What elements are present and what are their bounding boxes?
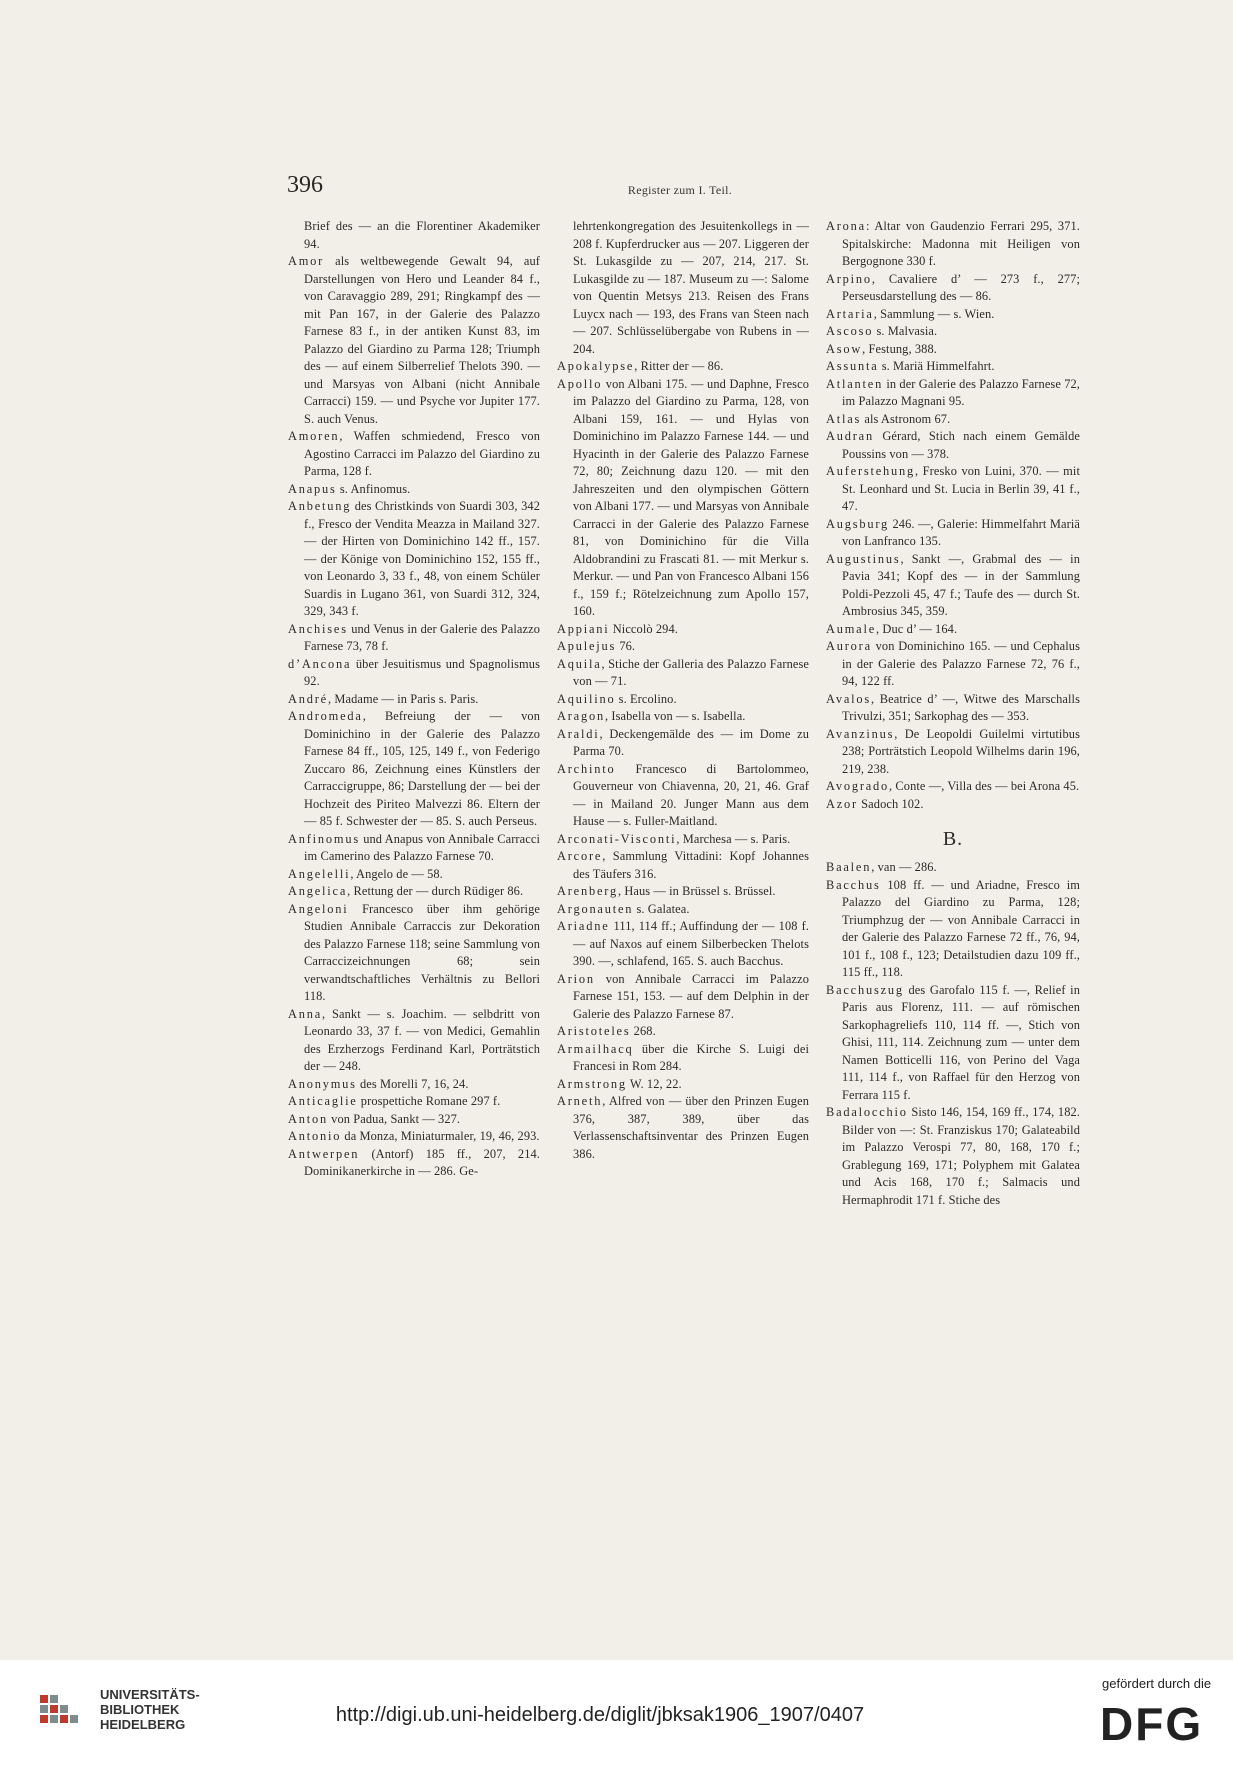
entry-headword: Artaria	[826, 306, 874, 321]
index-entry	[288, 1076, 540, 1094]
entry-headword: Aurora	[826, 639, 872, 653]
index-entry	[288, 498, 540, 621]
index-entry	[826, 516, 1080, 551]
entry-text: Brief des — an die Florentiner Akademiker 94.	[304, 219, 540, 251]
entry-headword: Augsburg	[826, 516, 890, 531]
entry-text: , Isabella von — s. Isabella.	[604, 709, 746, 723]
index-entry	[557, 726, 809, 761]
index-entry	[826, 621, 1080, 639]
entry-text: des Garofalo 115 f. —, Relief in Paris aus Florenz, 111. — auf römischen Sarkophagreliefs 110, 114 ff. —, Stich von Ghisi, 111, 114. Zeichnung zum — unter dem Namen Botticelli 116, von Perino del Vaga 111, 114 f., von Raffael für den Herzog von Ferrara 115 f.	[842, 982, 1080, 1102]
index-column-middle	[557, 218, 809, 1163]
entry-text: , Marchesa — s. Paris.	[676, 831, 791, 846]
entry-text: 108 ff. — und Ariadne, Fresco im Palazzo del Giardino zu Parma, 128; Triumphzug der — von Annibale Carracci in der Galerie des Palazzo Farnese 72 ff., 76, 94, 101 f., 108 f., 123; Detailstudien dazu 109 ff., 115 ff., 118.	[842, 877, 1080, 979]
index-entry	[288, 481, 540, 499]
index-entry	[826, 428, 1080, 463]
entry-headword: Antwerpen	[288, 1146, 360, 1161]
running-head: Register zum I. Teil.	[627, 183, 733, 197]
entry-headword: Arion	[557, 971, 595, 986]
entry-headword: Anna	[288, 1006, 323, 1021]
entry-text: des Morelli 7, 16, 24.	[356, 1076, 469, 1091]
index-column-right	[826, 218, 1080, 1209]
entry-headword: Aragon	[557, 709, 605, 723]
entry-headword: Angeloni	[288, 901, 349, 916]
index-entry	[826, 411, 1080, 429]
dfg-logo[interactable]	[1098, 1700, 1216, 1744]
entry-text: s. Ercolino.	[615, 691, 677, 706]
entry-text: als Astronom 67.	[861, 411, 951, 426]
entry-text: und Venus in der Galerie des Palazzo Farnese 73, 78 f.	[304, 621, 540, 653]
entry-headword: Aquilino	[557, 691, 616, 706]
entry-headword: Angelica	[288, 884, 348, 898]
entry-headword: André	[288, 691, 328, 706]
entry-headword: Avogrado	[826, 779, 890, 793]
index-entry	[288, 1146, 540, 1181]
page-number: 396	[287, 172, 323, 198]
entry-text: s. Malvasia.	[873, 324, 938, 338]
entry-text: 246. —, Galerie: Himmelfahrt Mariä von Lanfranco 135.	[842, 516, 1080, 548]
index-entry	[557, 918, 809, 971]
index-entry	[288, 428, 540, 481]
entry-headword: Arenberg	[557, 884, 618, 898]
entry-text: Francesco über ihm gehörige Studien Annibale Carraccis zur Dekoration des Palazzo Farnese 118; seine Sammlung von Carraccizeichnungen 68; sein verwandtschaftliches Verhältnis zu Bellori 118.	[304, 901, 540, 1003]
entry-text: über Jesuitismus und Spagnolismus 92.	[304, 656, 540, 688]
entry-headword: Armailhacq	[557, 1041, 634, 1056]
index-entry	[557, 831, 809, 849]
index-entry	[557, 1041, 809, 1076]
index-entry	[557, 1093, 809, 1163]
entry-headword: Asow	[826, 341, 863, 356]
index-entry	[288, 883, 540, 901]
entry-text: , Sankt —, Grabmal des — in Pavia 341; Kopf des — in der Sammlung Poldi-Pezzoli 45, 47 f.; Taufe des — durch St. Ambrosius 345, 359.	[842, 551, 1080, 618]
entry-text: von Dominichino 165. — und Cephalus in der Galerie des Palazzo Farnese 72, 76 f., 94, 122 ff.	[842, 639, 1080, 688]
entry-text: , Stiche der Galleria des Palazzo Farnese von — 71.	[573, 656, 809, 688]
index-entry	[288, 1093, 540, 1111]
university-library-name	[100, 1687, 200, 1732]
entry-headword: Andromeda	[288, 709, 363, 723]
entry-text: , Madame — in Paris s. Paris.	[327, 691, 479, 706]
entry-headword: Atlas	[826, 411, 862, 426]
entry-headword: Aristoteles	[557, 1024, 631, 1038]
index-entry	[826, 271, 1080, 306]
entry-headword: Badalocchio	[826, 1105, 908, 1119]
entry-headword: Augustinus	[826, 551, 901, 566]
entry-text: prospettiche Romane 297 f.	[357, 1094, 501, 1108]
entry-text: von Albani 175. — und Daphne, Fresco im Palazzo del Giardino zu Parma, 128, von Albani 159, 161. — und Hylas von Dominichino im Palazzo Farnese 144. — und Hyacinth in der Galerie des Palazzo Farnese 72, 80; Zeichnung dazu 120. — mit den Jahreszeiten und den olympischen Göttern von Albani 177. — und Marsyas von Annibale Carracci in der Galerie des Palazzo Farnese 81, von Dominichino für die Villa Aldobrandini zu Frascati 81. — mit Merkur s. Merkur. — und Pan von Francesco Albani 156 f., 159 f.; Rötelzeichnung zum Apollo 157, 160.	[573, 376, 809, 618]
entry-text: , Deckengemälde des — im Dome zu Parma 70.	[573, 726, 809, 758]
entry-text: , Beatrice d’ —, Witwe des Marschalls Trivulzi, 351; Sarkophag des — 353.	[842, 691, 1080, 723]
index-entry	[557, 761, 809, 831]
index-entry	[288, 621, 540, 656]
entry-text: lehrtenkongregation des Jesuitenkollegs in — 208 f. Kupferdrucker aus — 207. Liggeren der St. Lukasgilde zu — 207, 214, 217. St. Lukasgilde zu — 187. Museum zu —: Salome von Quentin Metsys 213. Reisen des Frans Luycx nach — 193, des Frans van Steen nach — 207. Schlüsselübergabe von Rubens in — 204.	[573, 219, 809, 356]
entry-text: Niccolò 294.	[609, 621, 678, 636]
index-entry	[557, 708, 809, 726]
index-entry	[288, 218, 540, 253]
entry-text: s. Galatea.	[633, 901, 690, 916]
entry-text: , Waffen schmiedend, Fresco von Agostino Carracci im Palazzo del Giardino zu Parma, 128 f.	[304, 429, 540, 478]
index-entry	[826, 859, 1080, 877]
dfg-logo-text: DFG	[1100, 1700, 1204, 1744]
index-entry	[826, 778, 1080, 796]
entry-text: s. Anfinomus.	[336, 481, 411, 496]
index-entry	[557, 638, 809, 656]
entry-text: , Ritter der — 86.	[634, 359, 724, 373]
entry-headword: Ariadne	[557, 919, 610, 933]
entry-text: über die Kirche S. Luigi dei Francesi in Rom 284.	[573, 1041, 809, 1073]
entry-text: W. 12, 22.	[626, 1076, 682, 1091]
index-entry	[557, 656, 809, 691]
entry-text: Gérard, Stich nach einem Gemälde Poussins von — 378.	[842, 429, 1080, 461]
index-entry	[557, 376, 809, 621]
index-entry	[288, 253, 540, 428]
entry-text: da Monza, Miniaturmaler, 19, 46, 293.	[341, 1129, 540, 1143]
entry-text: und Anapus von Annibale Carracci im Camerino des Palazzo Farnese 70.	[304, 831, 540, 863]
entry-headword: Assunta	[826, 359, 879, 373]
entry-headword: Arcore	[557, 849, 603, 863]
index-entry	[557, 1023, 809, 1041]
index-entry	[826, 638, 1080, 691]
entry-headword: Anfinomus	[288, 831, 360, 846]
entry-headword: d’Ancona	[288, 656, 352, 671]
index-entry	[288, 1006, 540, 1076]
entry-headword: Apollo	[557, 376, 603, 391]
index-entry	[826, 341, 1080, 359]
entry-headword: Aquila	[557, 656, 602, 671]
footer-bar	[0, 1660, 1233, 1765]
entry-text: von Padua, Sankt — 327.	[327, 1111, 461, 1126]
entry-headword: Aumale	[826, 621, 877, 636]
index-entry	[288, 1111, 540, 1129]
index-entry	[826, 551, 1080, 621]
entry-headword: Armstrong	[557, 1076, 627, 1091]
permalink-url[interactable]: http://digi.ub.uni-heidelberg.de/diglit/jbksak1906_1907/0407	[335, 1704, 865, 1726]
entry-text: , Befreiung der — von Dominichino in der Galerie des Palazzo Farnese 84 ff., 105, 125, 149 f., von Federigo Zuccaro 86, Zeichnung eines Künstlers der Carraccigruppe, 86; Darstellung der — bei der Hochzeit des Piriteo Malvezzi 86. Eltern der — 85 f. Schwester der — 85. S. auch Perseus.	[304, 709, 540, 828]
entry-headword: Avalos	[826, 691, 871, 706]
entry-headword: Audran	[826, 429, 874, 443]
entry-text: von Annibale Carracci im Palazzo Farnese 151, 153. — auf dem Delphin in der Galerie des Palazzo Farnese 87.	[573, 971, 809, 1021]
entry-text: 111, 114 ff.; Auffindung der — 108 f. — auf Naxos auf einem Silberbecken Thelots 390. —, schlafend, 165. S. auch Bacchus.	[573, 919, 809, 968]
entry-text: , Cavaliere d’ — 273 f., 277; Perseusdarstellung des — 86.	[842, 271, 1080, 303]
entry-headword: Azor	[826, 796, 858, 811]
entry-headword: Anton	[288, 1111, 328, 1126]
index-entry	[826, 218, 1080, 271]
entry-headword: Amoren	[288, 429, 340, 443]
entry-text: 76.	[616, 639, 636, 653]
entry-headword: Arpino	[826, 271, 872, 286]
index-entry	[557, 901, 809, 919]
index-entry	[288, 901, 540, 1006]
library-emblem-icon	[40, 1685, 100, 1741]
entry-text: (Antorf) 185 ff., 207, 214. Dominikanerkirche in — 286. Ge-	[304, 1146, 540, 1178]
index-entry	[557, 848, 809, 883]
entry-headword: Arneth	[557, 1094, 603, 1108]
entry-headword: Anbetung	[288, 499, 352, 513]
entry-text: : Altar von Gaudenzio Ferrari 295, 371. Spitalskirche: Madonna mit Heiligen von Bergognone 330 f.	[842, 219, 1080, 268]
funding-note: gefördert durch die	[1102, 1676, 1212, 1691]
entry-text: als weltbewegende Gewalt 94, auf Darstellungen von Hero und Leander 84 f., von Caravaggio 289, 291; Ringkampf des — mit Pan 167, in der Galerie des Palazzo Farnese 83 f., in der antiken Kunst 83, im Palazzo del Giardino zu Parma 128; Triumph des — auf einem Silberrelief Thelots 390. — und Marsyas von Albani (nicht Annibale Carracci) 159. — und Psyche vor Jupiter 177. S. auch Venus.	[304, 254, 540, 426]
index-entry	[288, 708, 540, 831]
library-line: UNIVERSITÄTS-	[100, 1687, 200, 1702]
index-entry	[557, 218, 809, 358]
entry-text: , Sammlung — s. Wien.	[873, 306, 995, 321]
section-heading: B.	[942, 828, 964, 850]
index-column-left	[288, 218, 540, 1181]
index-entry	[826, 463, 1080, 516]
entry-headword: Ascoso	[826, 324, 874, 338]
entry-text: Sadoch 102.	[857, 796, 924, 811]
index-entry	[826, 982, 1080, 1105]
index-entry	[826, 1104, 1080, 1209]
index-entry	[557, 883, 809, 901]
entry-text: s. Mariä Himmelfahrt.	[878, 359, 995, 373]
entry-headword: Bacchuszug	[826, 982, 904, 997]
entry-headword: Baalen	[826, 860, 872, 874]
entry-headword: Apokalypse	[557, 359, 635, 373]
entry-text: , van — 286.	[871, 860, 937, 874]
index-entry	[826, 691, 1080, 726]
entry-headword: Anapus	[288, 481, 337, 496]
index-entry	[288, 691, 540, 709]
index-entry	[826, 726, 1080, 779]
entry-text: , Sankt — s. Joachim. — selbdritt von Leonardo 33, 37 f. — von Medici, Gemahlin des Erzherzogs Ferdinand Karl, Porträtstich der — 248.	[304, 1006, 540, 1073]
entry-text: , Festung, 388.	[862, 341, 937, 356]
entry-text: Sisto 146, 154, 169 ff., 174, 182. Bilder von —: St. Franziskus 170; Galateabild im Palazzo Verospi 77, 80, 168, 170 f.; Grablegung 169, 171; Polyphem mit Galatea und Acis 168, 170 f.; Salmacis und Hermaphrodit 171 f. Stiche des	[842, 1105, 1080, 1207]
index-entry	[557, 1076, 809, 1094]
entry-text: in der Galerie des Palazzo Farnese 72, im Palazzo Magnani 95.	[842, 376, 1080, 408]
library-line: HEIDELBERG	[100, 1717, 186, 1732]
index-entry	[557, 691, 809, 709]
entry-headword: Bacchus	[826, 877, 881, 892]
entry-headword: Avanzinus	[826, 726, 895, 741]
entry-headword: Atlanten	[826, 376, 884, 391]
index-entry	[288, 866, 540, 884]
entry-headword: Apulejus	[557, 639, 617, 653]
entry-text: , Duc d’ — 164.	[876, 621, 958, 636]
entry-headword: Anticaglie	[288, 1094, 358, 1108]
entry-text: 268.	[630, 1024, 656, 1038]
index-entry	[826, 306, 1080, 324]
entry-text: Francesco di Bartolommeo, Gouverneur von Chiavenna, 20, 21, 46. Graf — in Mailand 20. Junger Mann aus dem Hause — s. Fuller-Maitland.	[573, 761, 809, 828]
entry-headword: Angelelli	[288, 866, 351, 881]
entry-headword: Arconati-Visconti	[557, 831, 677, 846]
entry-headword: Argonauten	[557, 901, 634, 916]
entry-headword: Antonio	[288, 1129, 342, 1143]
entry-headword: Amor	[288, 254, 325, 268]
entry-text: , Haus — in Brüssel s. Brüssel.	[617, 884, 776, 898]
entry-headword: Araldi	[557, 726, 600, 741]
index-entry	[557, 621, 809, 639]
entry-headword: Arona	[826, 219, 866, 233]
index-entry	[288, 831, 540, 866]
index-entry	[826, 796, 1080, 814]
index-entry	[557, 971, 809, 1024]
entry-headword: Anonymus	[288, 1076, 357, 1091]
entry-text: des Christkinds von Suardi 303, 342 f., Fresco der Vendita Meazza in Mailand 327. — der Hirten von Dominichino 142 ff., 157. — der Könige von Dominichino 152, 155 ff., von Leonardo 3, 33 f., 48, von einem Schüler Suardis in Lugano 361, von Suardi 312, 324, 329, 343 f.	[304, 499, 540, 618]
entry-text: , Alfred von — über den Prinzen Eugen 376, 387, 389, über das Verlassenschaftsinventar des Prinzen Eugen 386.	[573, 1094, 809, 1161]
entry-text: , De Leopoldi Guilelmi virtutibus 238; Porträtstich Leopold Wilhelms darin 196, 219, 238.	[842, 726, 1080, 776]
entry-text: , Fresko von Luini, 370. — mit St. Leonhard und St. Lucia in Berlin 39, 41 f., 47.	[842, 464, 1080, 513]
library-line: BIBLIOTHEK	[100, 1702, 180, 1717]
entry-text: , Sammlung Vittadini: Kopf Johannes des Täufers 316.	[573, 849, 809, 881]
index-entry	[288, 656, 540, 691]
entry-headword: Auferstehung	[826, 464, 916, 478]
entry-headword: Anchises	[288, 621, 348, 636]
entry-text: , Conte —, Villa des — bei Arona 45.	[889, 779, 1080, 793]
index-entry	[826, 323, 1080, 341]
entry-headword: Appiani	[557, 621, 610, 636]
entry-headword: Archinto	[557, 761, 616, 776]
entry-text: , Angelo de — 58.	[350, 866, 443, 881]
index-entry	[826, 877, 1080, 982]
index-entry	[826, 358, 1080, 376]
entry-text: , Rettung der — durch Rüdiger 86.	[347, 884, 524, 898]
index-entry	[557, 358, 809, 376]
index-entry	[826, 376, 1080, 411]
index-entry	[288, 1128, 540, 1146]
